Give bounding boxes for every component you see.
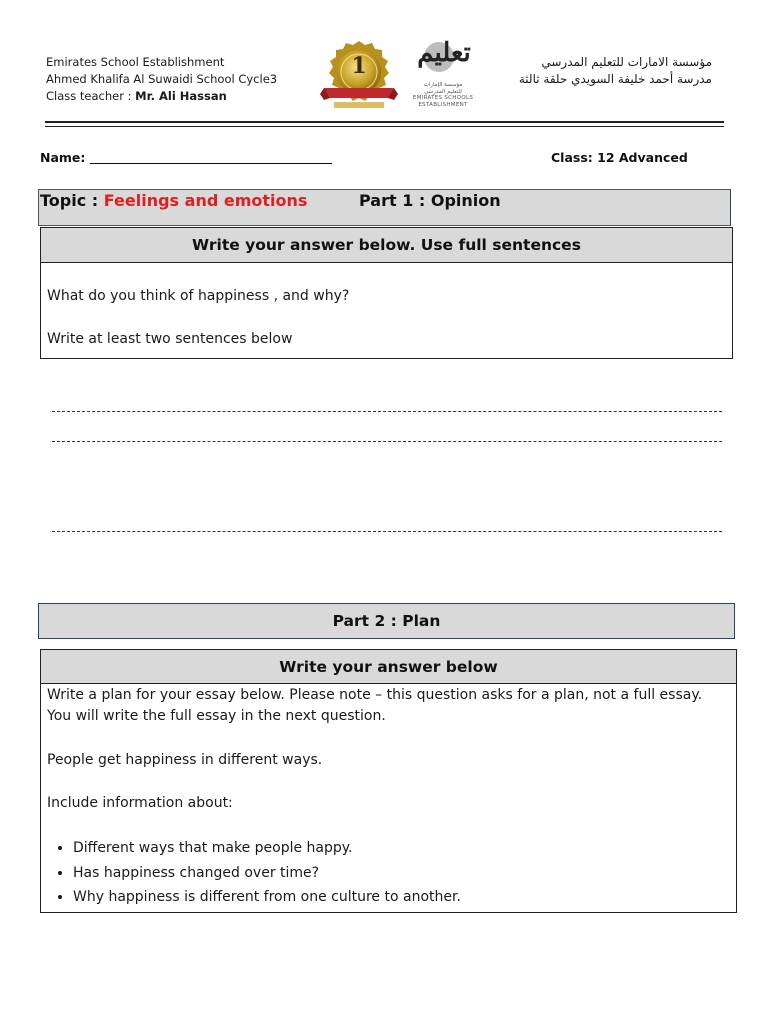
school-establishment-line: Emirates School Establishment xyxy=(46,55,225,69)
part2-paragraph-ways: People get happiness in different ways. xyxy=(47,752,323,768)
part2-paragraph-plan: Write a plan for your essay below. Please note – this question asks for a plan, not a full essay. You will write the full essay in the next question. xyxy=(47,687,703,724)
part1-instruction-header xyxy=(40,227,733,263)
brand-arabic-wordmark: تعليم xyxy=(417,38,471,68)
name-blank-line[interactable] xyxy=(90,163,332,164)
school-info xyxy=(46,54,277,105)
part2-instruction: Write your answer below xyxy=(279,657,498,676)
topic-label: Topic : xyxy=(40,191,104,210)
part2-title: Part 2 : Plan xyxy=(332,612,441,630)
answer-line[interactable] xyxy=(52,411,722,412)
name-label: Name: xyxy=(40,150,86,165)
brand-sub-line: ESTABLISHMENT xyxy=(418,101,468,108)
header-divider-thin xyxy=(45,126,724,127)
bullet-item: • Why happiness is different from one culture to another. xyxy=(73,885,461,910)
part1-question: What do you think of happiness , and why? xyxy=(47,288,350,304)
bullet-item: • Different ways that make people happy. xyxy=(73,836,461,861)
class-teacher-line xyxy=(46,88,277,105)
brand-sub-line: مؤسسة الإمارات xyxy=(423,82,463,88)
school-name-line: Ahmed Khalifa Al Suwaidi School Cycle3 xyxy=(46,72,278,86)
part2-instruction-header xyxy=(40,649,737,684)
emirates-schools-logo xyxy=(410,38,476,114)
topic-heading xyxy=(40,191,307,210)
arabic-establishment-line: مؤسسة الامارات للتعليم المدرسي xyxy=(541,55,712,69)
teacher-name: Mr. Ali Hassan xyxy=(135,89,227,103)
part2-bullet-list xyxy=(47,836,461,910)
part1-title: Part 1 : Opinion xyxy=(359,191,501,210)
answer-line[interactable] xyxy=(52,531,722,532)
school-info-arabic xyxy=(519,54,712,88)
class-label: Class: 12 Advanced xyxy=(551,150,688,165)
brand-sub-line: EMIRATES SCHOOLS xyxy=(412,95,474,101)
medal-number: 1 xyxy=(351,53,367,79)
answer-line[interactable] xyxy=(52,441,722,442)
part2-paragraph-include: Include information about: xyxy=(47,795,233,811)
header-divider xyxy=(45,121,724,123)
brand-subtitle xyxy=(410,82,476,108)
part2-title-bar xyxy=(38,603,735,639)
brand-sub-line: للتعليم المدرسي xyxy=(424,88,462,95)
part1-instruction: Write your answer below. Use full sentences xyxy=(192,236,581,254)
award-medal-logo xyxy=(320,40,398,112)
bullet-item: • Has happiness changed over time? xyxy=(73,861,461,886)
arabic-school-line: مدرسة أحمد خليفة السويدي حلقة ثالثة xyxy=(518,72,712,86)
teacher-label: Class teacher : xyxy=(46,89,136,103)
topic-value: Feelings and emotions xyxy=(103,191,308,210)
part1-note: Write at least two sentences below xyxy=(47,331,293,347)
